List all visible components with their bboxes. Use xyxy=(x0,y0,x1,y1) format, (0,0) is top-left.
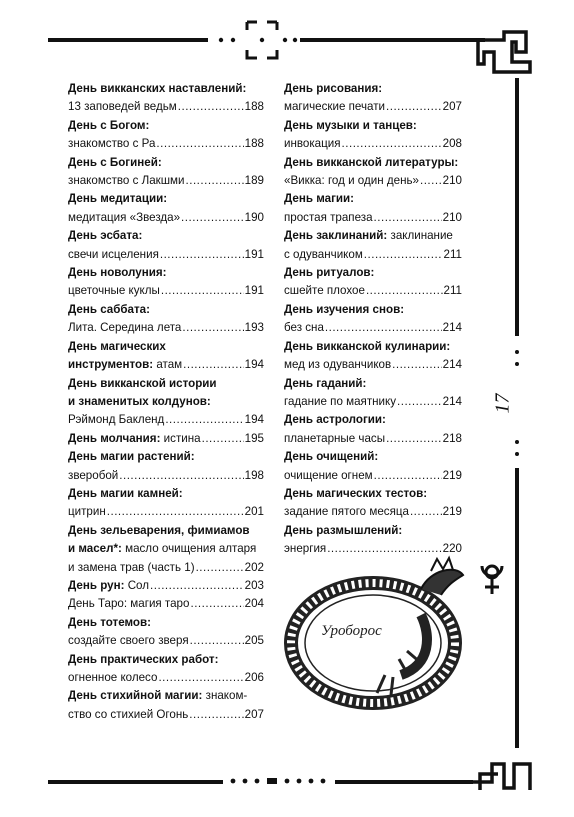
entry-heading: День молчания: xyxy=(68,431,161,445)
entry-title: свечи исцеления xyxy=(68,247,159,261)
page-ref: 188 xyxy=(244,137,264,151)
entry-title: простая трапеза xyxy=(284,210,373,224)
toc-section-heading: День астрологии: xyxy=(284,413,386,427)
toc-section-heading: День викканской кулинарии: xyxy=(284,339,451,353)
dot-leader xyxy=(374,467,442,485)
dot-leader xyxy=(366,282,443,300)
top-ornament xyxy=(215,18,300,62)
toc-section-heading: День ритуалов: xyxy=(284,266,375,280)
heading-tail: заклинание xyxy=(390,229,453,243)
toc-entry xyxy=(68,467,264,485)
page-ref: 219 xyxy=(442,505,462,519)
page-ref: 205 xyxy=(244,634,264,648)
page-ref: 214 xyxy=(442,321,462,335)
entry-title: День Таро: магия таро xyxy=(68,597,190,611)
toc-section-heading: День магии растений: xyxy=(68,450,195,464)
toc-section-heading xyxy=(68,540,264,558)
toc-section-heading: День практических работ: xyxy=(68,652,219,666)
page-ref: 220 xyxy=(442,542,462,556)
top-border-left xyxy=(48,38,208,42)
page-ref: 210 xyxy=(442,210,462,224)
dot-leader xyxy=(386,430,442,448)
entry-title: сшейте плохое xyxy=(284,284,365,298)
page-ref: 195 xyxy=(244,431,264,445)
toc-section-heading: День эсбата: xyxy=(68,229,143,243)
page-ref: 204 xyxy=(244,597,264,611)
toc-right-column xyxy=(284,80,462,559)
entry-title: истина xyxy=(163,431,201,445)
dot-leader xyxy=(420,172,442,190)
bottom-ornament xyxy=(225,774,335,788)
page-ref: 194 xyxy=(244,413,264,427)
toc-entry xyxy=(284,209,462,227)
heading-tail: масло очищения алтаря xyxy=(125,542,257,556)
dot-leader xyxy=(182,319,243,337)
ouroboros-illustration xyxy=(281,555,471,715)
dot-leader xyxy=(150,577,244,595)
toc-entry xyxy=(68,172,264,190)
page-ref: 193 xyxy=(244,321,264,335)
toc-section-heading: и знаменитых колдунов: xyxy=(68,394,211,408)
entry-title: и замена трав (часть 1) xyxy=(68,560,195,574)
toc-section-heading: День с Богиней: xyxy=(68,155,162,169)
page-ref: 202 xyxy=(244,560,264,574)
entry-title: атам xyxy=(156,358,183,372)
pluto-symbol-icon xyxy=(477,560,507,596)
toc-entry xyxy=(68,595,264,613)
page-ref: 207 xyxy=(244,707,264,721)
dot-leader xyxy=(342,135,442,153)
page-ref: 210 xyxy=(442,174,462,188)
entry-title: цветочные куклы xyxy=(68,284,160,298)
dot-leader xyxy=(186,172,244,190)
dot-leader xyxy=(119,467,243,485)
toc-section-heading: День с Богом: xyxy=(68,118,150,132)
page-number: 17 xyxy=(491,393,514,414)
border-dot xyxy=(515,452,519,456)
page-ref: 208 xyxy=(442,137,462,151)
entry-title: планетарные часы xyxy=(284,431,386,445)
dot-leader xyxy=(202,430,244,448)
toc-section-heading: День викканских наставлений: xyxy=(68,82,247,95)
toc-section-heading: День новолуния: xyxy=(68,266,167,280)
toc-section-heading xyxy=(284,227,462,245)
entry-title: огненное колесо xyxy=(68,671,158,684)
entry-title: цитрин xyxy=(68,505,106,519)
dot-leader xyxy=(189,706,243,724)
toc-entry xyxy=(284,430,462,448)
toc-entry xyxy=(68,319,264,337)
right-border-lower xyxy=(515,468,519,748)
dot-leader xyxy=(190,595,243,613)
corner-knot-bottom xyxy=(470,756,534,796)
entry-heading: инструментов: xyxy=(68,358,154,372)
dot-leader xyxy=(156,135,243,153)
dot-leader xyxy=(386,98,442,116)
toc-entry xyxy=(284,540,462,558)
entry-title: Рэймонд Бакленд xyxy=(68,413,165,427)
dot-leader xyxy=(325,319,442,337)
entry-title: «Викка: год и один день» xyxy=(284,174,419,188)
page-ref: 211 xyxy=(443,284,462,298)
entry-title: задание пятого месяца xyxy=(284,505,409,519)
page-ref: 219 xyxy=(442,468,462,482)
dot-leader xyxy=(165,411,243,429)
bottom-border-left xyxy=(48,780,223,784)
toc-section-heading: День очищений: xyxy=(284,450,379,464)
toc-section-heading: День магии: xyxy=(284,192,355,206)
dot-leader xyxy=(196,559,244,577)
toc-section-heading: День медитации: xyxy=(68,192,168,206)
toc-entry xyxy=(284,172,462,190)
entry-heading: День рун: xyxy=(68,578,125,592)
toc-entry xyxy=(68,246,264,264)
toc-entry xyxy=(68,559,264,577)
toc-entry xyxy=(68,356,264,374)
heading-label: День стихийной магии: xyxy=(68,689,203,703)
entry-title: очищение огнем xyxy=(284,468,373,482)
toc-entry xyxy=(68,503,264,521)
page-ref: 203 xyxy=(244,578,264,592)
entry-title: с одуванчиком xyxy=(284,247,363,261)
dot-leader xyxy=(107,503,244,521)
toc-section-heading: День тотемов: xyxy=(68,615,151,629)
entry-title: энергия xyxy=(284,542,327,556)
entry-title: Лита. Середина лета xyxy=(68,321,182,335)
entry-title: ство со стихией Огонь xyxy=(68,707,189,721)
toc-section-heading: День музыки и танцев: xyxy=(284,118,417,132)
corner-knot-top xyxy=(474,28,534,78)
entry-title: магические печати xyxy=(284,100,385,114)
border-dot xyxy=(515,362,519,366)
page-ref: 211 xyxy=(443,247,462,261)
top-border-right xyxy=(300,38,485,42)
page-ref: 191 xyxy=(244,284,264,298)
entry-title: знакомство с Ра xyxy=(68,137,156,151)
toc-entry xyxy=(68,282,264,300)
page-ref: 218 xyxy=(442,431,462,445)
toc-entry xyxy=(68,706,264,724)
toc-entry xyxy=(284,282,462,300)
toc-entry xyxy=(284,393,462,411)
dot-leader xyxy=(397,393,442,411)
border-dot xyxy=(515,350,519,354)
entry-title: Сол xyxy=(127,578,150,592)
entry-title: медитация «Звезда» xyxy=(68,210,181,224)
heading-tail: знаком- xyxy=(205,689,248,703)
entry-title: инвокация xyxy=(284,137,341,151)
toc-entry xyxy=(68,411,264,429)
page-ref: 188 xyxy=(244,100,264,114)
toc-entry xyxy=(284,503,462,521)
toc-section-heading: День магических тестов: xyxy=(284,486,428,500)
toc-entry xyxy=(68,135,264,153)
page-ref: 198 xyxy=(244,468,264,482)
dot-leader xyxy=(190,632,244,650)
toc-section-heading: День зельеварения, фимиамов xyxy=(68,523,250,537)
illustration-label: Уроборос xyxy=(321,623,382,639)
entry-title: зверобой xyxy=(68,468,119,482)
toc-entry xyxy=(284,467,462,485)
toc-section-heading: День магических xyxy=(68,339,166,353)
page-ref: 214 xyxy=(442,358,462,372)
border-dot xyxy=(515,440,519,444)
page-ref: 207 xyxy=(442,100,462,114)
heading-label: День заклинаний: xyxy=(284,229,388,243)
dot-leader xyxy=(161,282,244,300)
right-border-upper xyxy=(515,78,519,336)
page-ref: 189 xyxy=(244,174,264,188)
toc-entry xyxy=(68,632,264,650)
page-ref: 206 xyxy=(244,671,264,684)
toc-entry xyxy=(284,246,462,264)
page-ref: 214 xyxy=(442,394,462,408)
toc-entry xyxy=(68,98,264,116)
dot-leader xyxy=(392,356,442,374)
toc-section-heading: День размышлений: xyxy=(284,523,403,537)
page-ref: 191 xyxy=(244,247,264,261)
toc-left-column xyxy=(68,80,264,724)
toc-section-heading: День изучения снов: xyxy=(284,302,405,316)
toc-entry xyxy=(68,577,264,595)
toc-section-heading: День викканской литературы: xyxy=(284,155,459,169)
dot-leader xyxy=(364,246,443,264)
dot-leader xyxy=(410,503,442,521)
page-ref: 201 xyxy=(244,505,264,519)
dot-leader xyxy=(178,98,244,116)
heading-label: и масел*: xyxy=(68,542,122,556)
dot-leader xyxy=(183,356,244,374)
toc-section-heading: День магии камней: xyxy=(68,486,183,500)
toc-entry xyxy=(68,209,264,227)
toc-entry xyxy=(284,98,462,116)
entry-title: без сна xyxy=(284,321,324,335)
page-ref: 194 xyxy=(244,358,264,372)
dot-leader xyxy=(160,246,244,264)
toc-section-heading xyxy=(68,687,264,705)
toc-entry xyxy=(284,135,462,153)
page-ref: 190 xyxy=(244,210,264,224)
dot-leader xyxy=(181,209,244,227)
dot-leader xyxy=(374,209,442,227)
entry-title: мед из одуванчиков xyxy=(284,358,392,372)
toc-entry xyxy=(284,356,462,374)
entry-title: 13 заповедей ведьм xyxy=(68,100,177,114)
entry-title: гадание по маятнику xyxy=(284,394,397,408)
toc-entry xyxy=(68,430,264,448)
toc-entry xyxy=(284,319,462,337)
dot-leader xyxy=(327,540,441,558)
toc-section-heading: День викканской истории xyxy=(68,376,217,390)
toc-entry xyxy=(68,669,264,687)
bottom-border-right xyxy=(335,780,473,784)
toc-section-heading: День саббата: xyxy=(68,302,150,316)
toc-section-heading: День гаданий: xyxy=(284,376,367,390)
entry-title: создайте своего зверя xyxy=(68,634,189,648)
dot-leader xyxy=(158,669,243,687)
toc-section-heading: День рисования: xyxy=(284,82,383,95)
entry-title: знакомство с Лакшми xyxy=(68,174,185,188)
